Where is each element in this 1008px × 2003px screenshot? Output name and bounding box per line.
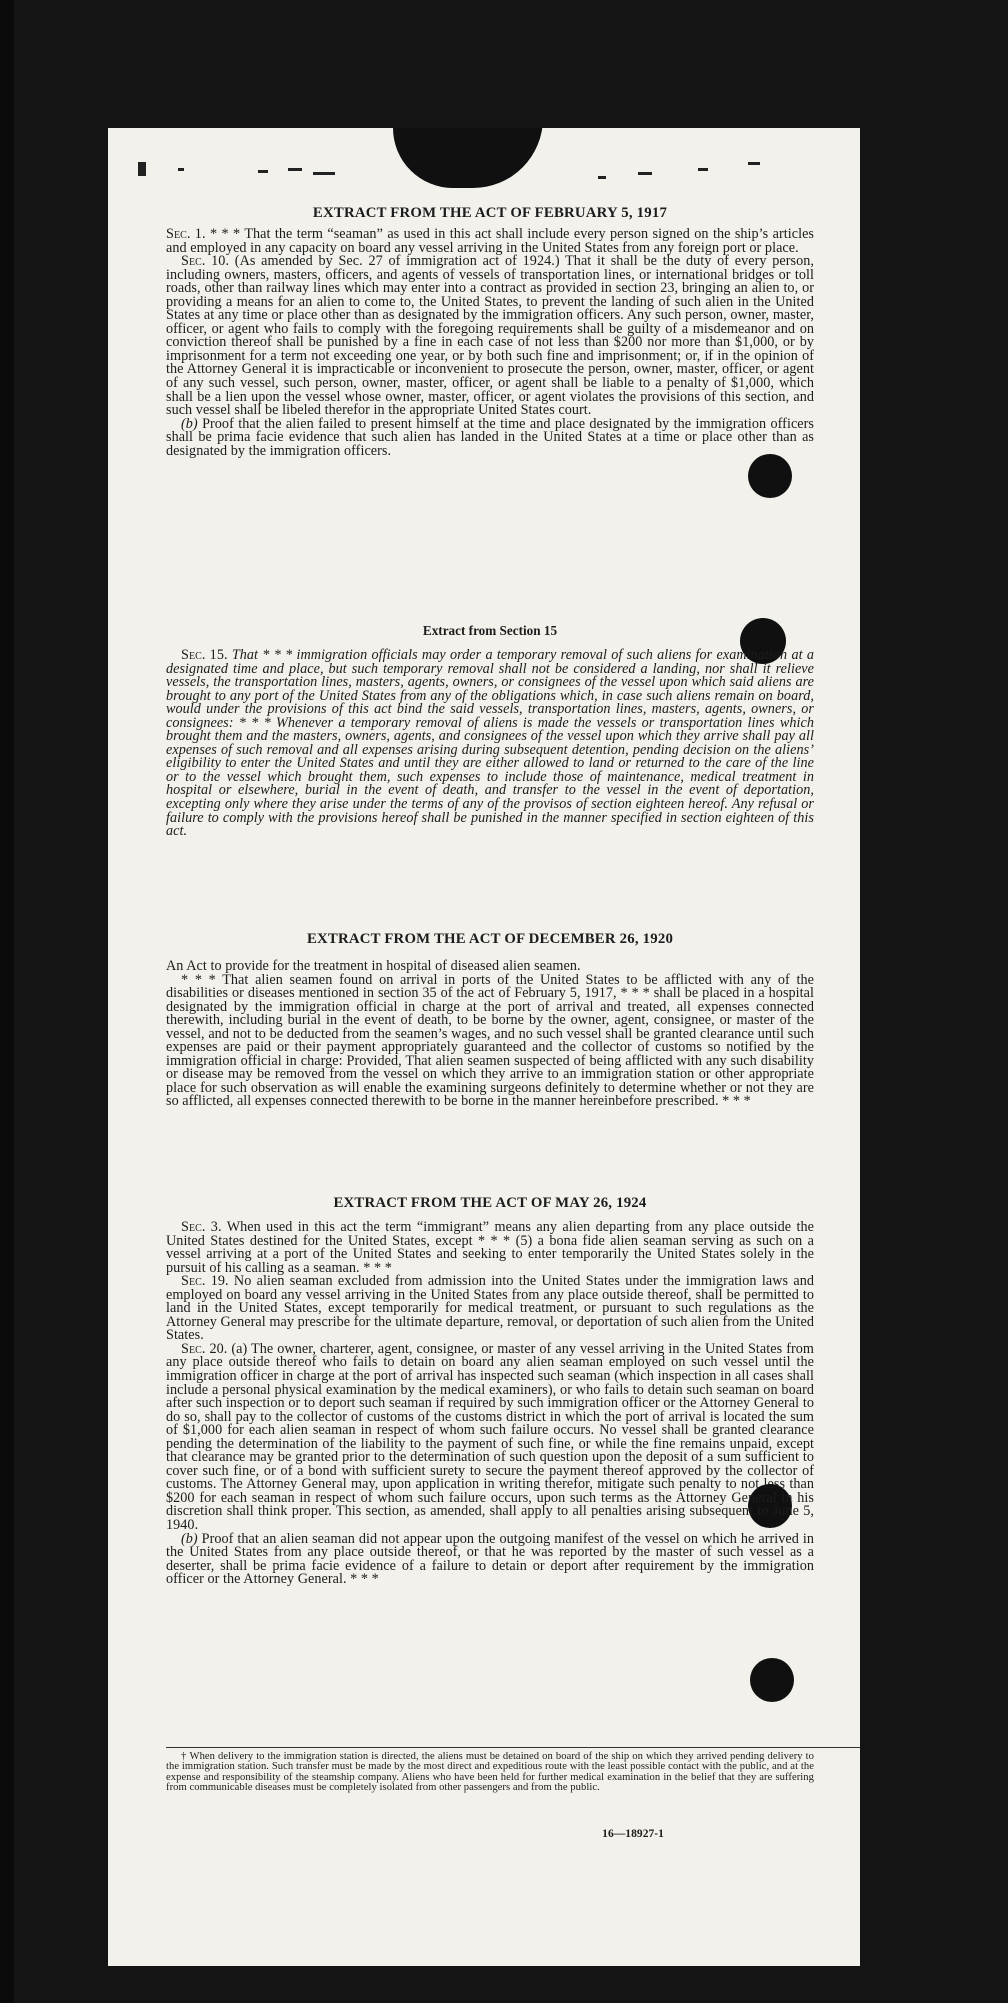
section-text: * * * That alien seamen found on arrival in ports of the United States to be afflicted with any of the disabilities or diseases mentioned in section 35 of the act of February 5, 1917, * * * shall be placed in a hospital designated by the immigration official in charge at the port of arrival and treated, all expenses connected therewith, including burial in the event of death, to be borne by the owner, agent, consignee, or master of the vessel, and not to be deducted from the seamen’s wages, and no such vessel shall be granted clearance until such expenses are paid or their payment appropriately guaranteed and the collector of customs so notified by the immigration official in charge: Provided, That alien seamen suspected of being afflicted with any such disability or disease may be removed from the vessel on which they arrive to an immigration station or other appropriate place for such observation as will enable the examining surgeons definitely to determine whether or not they are so afflicted, all expenses connected therewith to be borne in the manner hereinbefore prescribed. * * *: [166, 971, 814, 1110]
binder-hole-4: [750, 1658, 794, 1702]
section-19-paragraph: [166, 1275, 814, 1343]
footnote-rule: [166, 1747, 860, 1748]
document-page: [108, 128, 860, 1966]
section-text: (a) The owner, charterer, agent, consignee, or master of any vessel arriving in the United States from any place outside thereof who fails to detain on board any alien seaman employed on such vessel until the immigration officer in charge at the port of arrival has inspected such seaman (which inspection in all cases shall include a personal physical examination by the medical examiners), or who fails to detain such seaman on board after such inspection or to deport such seaman if required by such immigration officer or the Attorney General to do so, shall pay to the collector of customs of the customs district in which the port of arrival is located the sum of $1,000 for each alien seaman in respect of whom such failure occurs. No vessel shall be granted clearance pending the determination of the liability to the payment of such fine, or while the fine remains unpaid, except that clearance may be granted prior to the determination of such question upon the deposit of a sum sufficient to cover such fine, or of a bond with sufficient surety to secure the payment thereof approved by the collector of customs. The Attorney General may, upon application in writing therefor, mitigate such penalty to not less than $200 for each seaman in respect of whom such failure occurs, upon such terms as the Attorney General in his discretion shall think proper. This section, as amended, shall apply to all penalties arising subsequent to June 5, 1940.: [166, 1340, 814, 1534]
binder-hole-1: [748, 454, 792, 498]
feb-1917-sections: [166, 228, 814, 458]
document-title: EXTRACT FROM THE ACT OF FEBRUARY 5, 1917: [312, 205, 668, 221]
section-label: Sec. 19.: [181, 1273, 229, 1290]
subsection-label: (b): [181, 1530, 198, 1547]
section-label: Sec. 10.: [181, 253, 230, 270]
section-label: Sec. 15.: [181, 647, 228, 663]
section-text: An Act to provide for the treatment in hospital of diseased alien seamen.: [166, 958, 581, 974]
dec-1920-heading: EXTRACT FROM THE ACT OF DECEMBER 26, 1920: [306, 931, 674, 947]
dec-1920-block: [166, 960, 814, 1109]
section-15-paragraph: [166, 649, 814, 839]
form-number: 16—18927-1: [602, 1828, 664, 1840]
scan-border-left: [0, 0, 14, 2003]
section-15-block: [166, 649, 814, 839]
section-text: Proof that an alien seaman did not appear upon the outgoing manifest of the vessel on which he arrived in the United States from any place outside thereof, or that he was reported by the master of such vessel as a deserter, shall be prima facie evidence of a failure to detain or deport after requirement by the immigration officer or the Attorney General. * * *: [166, 1530, 814, 1588]
dec-1920-paragraph: [166, 971, 814, 1110]
section-label: Sec. 20.: [181, 1340, 228, 1357]
section-label: Sec. 1.: [166, 226, 206, 242]
footnote-block: [166, 1752, 814, 1794]
section-10-paragraph: [166, 255, 814, 418]
section-text: * * * That the term “seaman” as used in this act shall include every person signed on the ship’s articles and employed in any capacity on board any vessel arriving in the United States from any foreign port or place.: [166, 226, 814, 256]
may-1924-heading: EXTRACT FROM THE ACT OF MAY 26, 1924: [333, 1195, 647, 1211]
section-10b-paragraph: [166, 415, 814, 459]
section-label: Sec. 3.: [181, 1219, 222, 1235]
footnote-text: † When delivery to the immigration station is directed, the aliens must be detained on board of the ship on which they arrived pending delivery to the immigration station. Such transfer must be made by the most direct and expeditious route with the least possible contact with the public, and at the expense and responsibility of the steamship company. Aliens who have been held for further medical examination in the belief that they are suffering from communicable diseases must be completely isolated from other passengers and from the public.: [166, 1751, 814, 1794]
section-3-paragraph: [166, 1221, 814, 1275]
section-20-paragraph: [166, 1340, 814, 1534]
section-text: Proof that the alien failed to present himself at the time and place designated by the immigration officers shall be prima facie evidence that such alien has landed in the United States at a time or place other than as designated by the immigration officers.: [166, 415, 814, 459]
may-1924-block: [166, 1221, 814, 1587]
subsection-label: (b): [181, 415, 198, 432]
section-1-paragraph: [166, 228, 814, 255]
section-text: No alien seaman excluded from admission into the United States under the immigration laws and employed on board any vessel arriving in the United States from any place outside thereof, shall be permitted to land in the United States, except temporarily for medical treatment, or pursuant to such regulations as the Attorney General may prescribe for the ultimate departure, removal, or deportation of such alien from the United States.: [166, 1273, 814, 1344]
section-text: When used in this act the term “immigrant” means any alien departing from any place outside the United States destined for the United States, except * * * (5) a bona fide alien seaman serving as such on a vessel arriving at a port of the United States and seeking to enter temporarily the United States solely in the pursuit of his calling as a seaman. * * *: [166, 1219, 814, 1276]
section-15-heading: Extract from Section 15: [422, 623, 558, 638]
scan-artifact-marks: [138, 158, 838, 198]
section-text: That * * * immigration officials may order a temporary removal of such aliens for examination at a designated time and place, but such temporary removal shall not be considered a landing, nor shall it relieve vessels, the transportation lines, masters, agents, owners, or consignees of the vessel upon which said aliens are brought to any port of the United States from any of the obligations which, in case such aliens remain on board, would under the provisions of this act bind the said vessels, transportation lines, masters, agents, owners, or consignees: * * * Whenever a temporary removal of aliens is made the vessels or transportation lines which brought them and the masters, owners, agents, and consignees of the vessel upon which they arrive shall pay all expenses of such removal and all expenses arising during subsequent detention, pending decision on the aliens’ eligibility to enter the United States and until they are either allowed to land or returned to the care of the line or to the vessel which brought them, such expenses to include those of maintenance, medical treatment in hospital or elsewhere, burial in the event of death, and transfer to the vessel in the event of deportation, excepting only where they arise under the terms of any of the provisos of section eighteen hereof. Any refusal or failure to comply with the provisions hereof shall be punished in the manner specified in section eighteen of this act.: [166, 647, 814, 840]
section-text: (As amended by Sec. 27 of immigration act of 1924.) That it shall be the duty of every person, including owners, masters, officers, and agents of vessels of transportation lines, or international bridges or toll roads, other than railway lines which may enter into a contract as provided in section 23, bringing an alien to, or providing a means for an alien to come to, the United States, to prevent the landing of such alien in the United States at any time or place other than as designated by the immigration officers. Any such person, owner, master, officer, or agent who fails to comply with the foregoing requirements shall be guilty of a misdemeanor and on conviction thereof shall be punished by a fine in each case of not less than $200 nor more than $1,000, or by imprisonment for a term not exceeding one year, or by both such fine and imprisonment; or, if in the opinion of the Attorney General it is impracticable or inconvenient to prosecute the person, owner, master, officer, or agent of any such vessel, such person, owner, master, officer, or agent shall be liable to a penalty of $1,000, which shall be a lien upon the vessel whose owner, master, officer, or agent violates the provisions of this section, and such vessel shall be libeled therefor in the appropriate United States court.: [166, 253, 814, 419]
section-20b-paragraph: [166, 1530, 814, 1588]
